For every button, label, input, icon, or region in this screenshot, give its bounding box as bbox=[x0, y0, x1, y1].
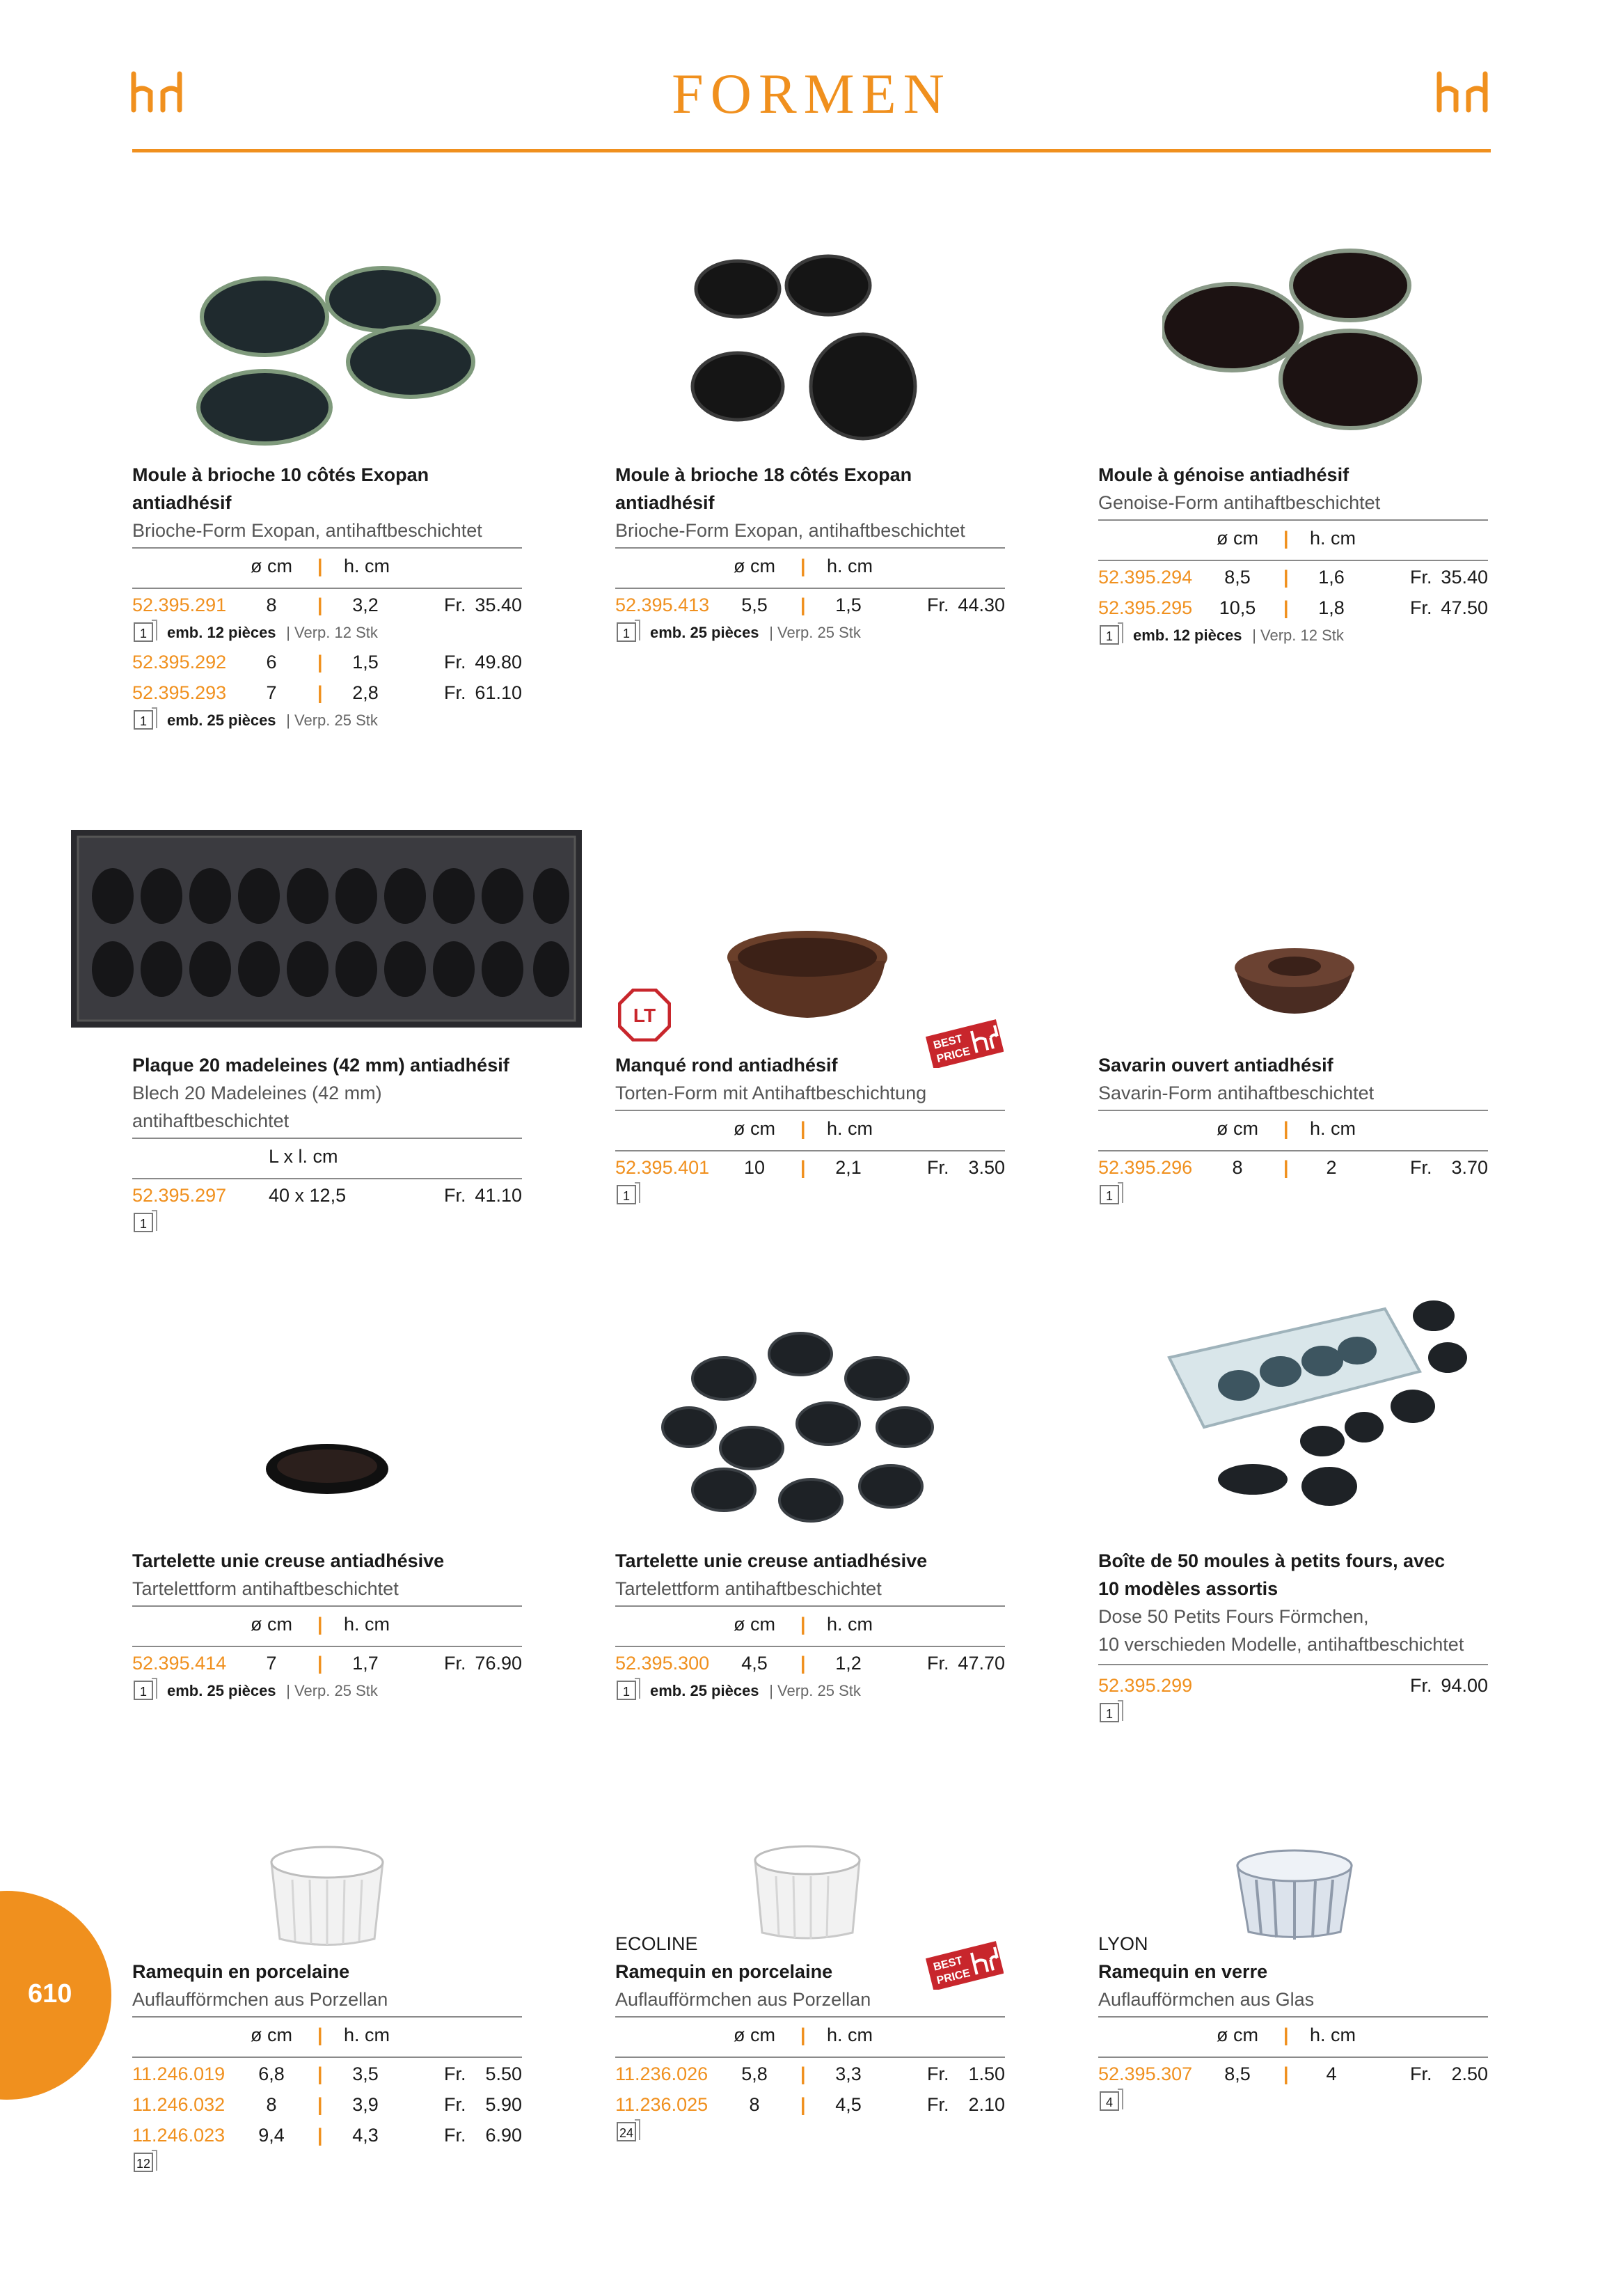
article-number: 52.395.413 bbox=[615, 595, 710, 615]
diameter-header: ø cm bbox=[734, 1118, 775, 1139]
product-subtitle: Auflaufförmchen aus Porzellan bbox=[132, 1989, 388, 2010]
diameter-value: 4,5 bbox=[741, 1653, 768, 1674]
height-value: 1,7 bbox=[352, 1653, 379, 1674]
product-subtitle: Tartelettform antihaftbeschichtet bbox=[132, 1578, 399, 1599]
price-value: 94.00 bbox=[1441, 1675, 1488, 1696]
product-line-name: ECOLINE bbox=[615, 1933, 698, 1954]
height-header: h. cm bbox=[344, 1614, 390, 1635]
column-header bbox=[615, 1605, 1005, 1647]
product-subtitle: Savarin-Form antihaftbeschichtet bbox=[1098, 1083, 1375, 1103]
column-separator: | bbox=[800, 1614, 806, 1635]
price-row bbox=[132, 2122, 522, 2150]
diameter-value: 9,4 bbox=[258, 2125, 285, 2146]
price-row bbox=[615, 1650, 1005, 1678]
price-value: 44.30 bbox=[958, 595, 1005, 615]
price-row bbox=[132, 1182, 522, 1210]
product-block bbox=[1098, 1547, 1488, 1727]
product-block bbox=[132, 1547, 522, 1704]
package-icon: 1 bbox=[617, 1185, 636, 1204]
product-subtitle: Tartelettform antihaftbeschichtet bbox=[615, 1578, 882, 1599]
diameter-header: ø cm bbox=[734, 556, 775, 576]
article-number: 52.395.293 bbox=[132, 682, 227, 703]
svg-text:BEST: BEST bbox=[932, 1954, 964, 1974]
column-separator: | bbox=[800, 556, 806, 576]
currency-label: Fr. bbox=[444, 2063, 466, 2084]
currency-label: Fr. bbox=[1410, 1157, 1432, 1178]
product-name: Boîte de 50 moules à petits fours, avec bbox=[1098, 1550, 1446, 1571]
height-value: 2,8 bbox=[352, 682, 379, 703]
diameter-value: 6,8 bbox=[258, 2063, 285, 2084]
price-value: 35.40 bbox=[475, 595, 522, 615]
svg-text:PRICE: PRICE bbox=[935, 1967, 972, 1988]
currency-label: Fr. bbox=[927, 595, 949, 615]
price-row bbox=[615, 2061, 1005, 2089]
price-row bbox=[1098, 564, 1488, 592]
column-separator: | bbox=[317, 1614, 323, 1635]
packaging-fr: emb. 25 pièces bbox=[167, 1682, 276, 1699]
product-name: Ramequin en verre bbox=[1098, 1961, 1268, 1982]
hd-logo-right bbox=[1435, 71, 1491, 113]
column-header bbox=[132, 547, 522, 589]
product-subtitle: Genoise-Form antihaftbeschichtet bbox=[1098, 492, 1381, 513]
package-icon: 1 bbox=[617, 1681, 636, 1700]
product-subtitle: Dose 50 Petits Fours Förmchen, bbox=[1098, 1606, 1369, 1627]
price-value: 5.50 bbox=[485, 2063, 522, 2084]
height-header: h. cm bbox=[1310, 1118, 1356, 1139]
height-value: 1,8 bbox=[1318, 597, 1345, 618]
product-subtitle: Blech 20 Madeleines (42 mm) bbox=[132, 1083, 382, 1103]
product-name: Moule à génoise antiadhésif bbox=[1098, 464, 1349, 485]
currency-label: Fr. bbox=[927, 1653, 949, 1674]
column-header bbox=[1098, 1110, 1488, 1151]
genoise-image bbox=[1162, 247, 1427, 449]
column-separator: | bbox=[800, 2094, 806, 2115]
product-name: Moule à brioche 10 côtés Exopan antiadhésif bbox=[132, 464, 429, 513]
diameter-value: 7 bbox=[266, 1653, 277, 1674]
price-value: 61.10 bbox=[475, 682, 522, 703]
column-separator: | bbox=[317, 595, 323, 615]
price-value: 3.50 bbox=[968, 1157, 1005, 1178]
package-icon: 1 bbox=[1100, 625, 1119, 645]
package-icon: 1 bbox=[134, 1681, 153, 1700]
product-block bbox=[615, 1547, 1005, 1704]
article-number: 52.395.307 bbox=[1098, 2063, 1193, 2084]
column-separator: | bbox=[1283, 1157, 1289, 1178]
package-icon: 1 bbox=[134, 710, 153, 730]
package-icon: 1 bbox=[1100, 1185, 1119, 1204]
article-number: 52.395.295 bbox=[1098, 597, 1193, 618]
packaging-info bbox=[1098, 622, 1488, 649]
price-row bbox=[615, 2091, 1005, 2119]
product-block bbox=[615, 461, 1005, 646]
packaging-fr: emb. 25 pièces bbox=[650, 1682, 759, 1699]
ramequin-glass-image bbox=[1232, 1845, 1357, 1942]
column-separator: | bbox=[1283, 2024, 1289, 2045]
manque-image bbox=[724, 926, 891, 1023]
diameter-header: ø cm bbox=[251, 2024, 292, 2045]
column-separator: | bbox=[800, 2024, 806, 2045]
product-subtitle: Brioche-Form Exopan, antihaftbeschichtet bbox=[615, 520, 965, 541]
packaging-fr: emb. 25 pièces bbox=[167, 711, 276, 729]
price-row bbox=[132, 2091, 522, 2119]
height-header: h. cm bbox=[827, 1118, 873, 1139]
price-row bbox=[132, 649, 522, 677]
article-number: 52.395.401 bbox=[615, 1157, 710, 1178]
packaging-de: | Verp. 25 Stk bbox=[769, 624, 861, 641]
product-subtitle: Brioche-Form Exopan, antihaftbeschichtet bbox=[132, 520, 482, 541]
column-separator: | bbox=[317, 2094, 323, 2115]
diameter-value: 8 bbox=[266, 2094, 277, 2115]
column-header bbox=[615, 2016, 1005, 2058]
product-line-name: LYON bbox=[1098, 1933, 1148, 1954]
brioche-18-image bbox=[689, 247, 926, 456]
package-icon: 1 bbox=[1100, 1703, 1119, 1722]
brioche-10-image bbox=[181, 251, 501, 453]
ramequin-ecoline-image bbox=[748, 1838, 866, 1942]
packaging-info bbox=[132, 2150, 522, 2176]
price-row bbox=[615, 592, 1005, 620]
currency-label: Fr. bbox=[444, 2094, 466, 2115]
height-value: 3,2 bbox=[352, 595, 379, 615]
package-icon: 4 bbox=[1100, 2091, 1119, 2111]
diameter-header: ø cm bbox=[251, 1614, 292, 1635]
column-separator: | bbox=[317, 2063, 323, 2084]
height-value: 2 bbox=[1326, 1157, 1337, 1178]
column-header bbox=[132, 2016, 522, 2058]
petits-fours-box-image bbox=[1155, 1295, 1468, 1518]
diameter-value: 6 bbox=[266, 652, 277, 673]
packaging-info bbox=[132, 707, 522, 734]
packaging-info bbox=[1098, 1182, 1488, 1209]
product-block bbox=[132, 1958, 522, 2176]
product-block bbox=[615, 1930, 1005, 2146]
currency-label: Fr. bbox=[927, 2063, 949, 2084]
product-block bbox=[615, 1051, 1005, 1209]
product-name: Tartelette unie creuse antiadhésive bbox=[132, 1550, 445, 1571]
packaging-de: | Verp. 25 Stk bbox=[286, 1682, 378, 1699]
product-name: Plaque 20 madeleines (42 mm) antiadhésif bbox=[132, 1055, 509, 1076]
height-header: h. cm bbox=[344, 2024, 390, 2045]
packaging-de: | Verp. 12 Stk bbox=[1252, 627, 1344, 644]
price-value: 35.40 bbox=[1441, 567, 1488, 588]
product-name: Tartelette unie creuse antiadhésive bbox=[615, 1550, 928, 1571]
article-number: 52.395.292 bbox=[132, 652, 227, 673]
product-name: Savarin ouvert antiadhésif bbox=[1098, 1055, 1333, 1076]
diameter-value: 8 bbox=[266, 595, 277, 615]
packaging-info bbox=[615, 2119, 1005, 2146]
price-value: 49.80 bbox=[475, 652, 522, 673]
column-header bbox=[1098, 2016, 1488, 2058]
currency-label: Fr. bbox=[444, 1653, 466, 1674]
column-header bbox=[1098, 519, 1488, 561]
column-separator: | bbox=[800, 595, 806, 615]
diameter-value: 5,5 bbox=[741, 595, 768, 615]
svg-text:LT: LT bbox=[633, 1005, 656, 1026]
tartelette-image bbox=[264, 1441, 390, 1497]
currency-label: Fr. bbox=[927, 1157, 949, 1178]
diameter-value: 7 bbox=[266, 682, 277, 703]
height-value: 4 bbox=[1326, 2063, 1337, 2084]
article-number: 52.395.299 bbox=[1098, 1675, 1193, 1696]
diameter-header: ø cm bbox=[1217, 2024, 1258, 2045]
column-separator: | bbox=[1283, 528, 1289, 549]
height-value: 4,5 bbox=[835, 2094, 862, 2115]
packaging-info bbox=[132, 620, 522, 646]
currency-label: Fr. bbox=[1410, 567, 1432, 588]
page-title: FORMEN bbox=[672, 62, 951, 125]
price-row bbox=[132, 679, 522, 707]
product-name: Moule à brioche 18 côtés Exopan antiadhésif bbox=[615, 464, 912, 513]
price-value: 76.90 bbox=[475, 1653, 522, 1674]
currency-label: Fr. bbox=[927, 2094, 949, 2115]
column-separator: | bbox=[1283, 2063, 1289, 2084]
product-name: Manqué rond antiadhésif bbox=[615, 1055, 838, 1076]
column-header bbox=[615, 547, 1005, 589]
article-number: 52.395.294 bbox=[1098, 567, 1193, 588]
column-separator: | bbox=[317, 556, 323, 576]
price-row bbox=[132, 2061, 522, 2089]
currency-label: Fr. bbox=[1410, 2063, 1432, 2084]
article-number: 11.246.032 bbox=[132, 2094, 225, 2115]
diameter-header: ø cm bbox=[251, 556, 292, 576]
height-value: 1,5 bbox=[352, 652, 379, 673]
article-number: 11.246.023 bbox=[132, 2125, 225, 2146]
price-value: 1.50 bbox=[968, 2063, 1005, 2084]
product-block bbox=[132, 461, 522, 734]
product-subtitle: Torten-Form mit Antihaftbeschichtung bbox=[615, 1083, 927, 1103]
size-header: L x l. cm bbox=[269, 1146, 338, 1167]
column-header bbox=[132, 1138, 522, 1179]
madeleine-tray-image bbox=[71, 830, 582, 1028]
size-value: 40 x 12,5 bbox=[269, 1185, 347, 1206]
price-value: 6.90 bbox=[485, 2125, 522, 2146]
diameter-header: ø cm bbox=[734, 1614, 775, 1635]
article-number: 11.246.019 bbox=[132, 2063, 225, 2084]
article-number: 52.395.296 bbox=[1098, 1157, 1193, 1178]
svg-text:PRICE: PRICE bbox=[935, 1045, 972, 1066]
packaging-fr: emb. 12 pièces bbox=[167, 624, 276, 641]
article-number: 52.395.291 bbox=[132, 595, 227, 615]
column-separator: | bbox=[317, 2024, 323, 2045]
product-subtitle-continued: antihaftbeschichtet bbox=[132, 1110, 290, 1131]
height-value: 3,9 bbox=[352, 2094, 379, 2115]
column-separator: | bbox=[800, 1653, 806, 1674]
height-value: 2,1 bbox=[835, 1157, 862, 1178]
column-header bbox=[132, 1605, 522, 1647]
product-name-continued: 10 modèles assortis bbox=[1098, 1578, 1278, 1599]
height-value: 1,5 bbox=[835, 595, 862, 615]
column-separator: | bbox=[317, 682, 323, 703]
packaging-info bbox=[1098, 1700, 1488, 1727]
column-separator: | bbox=[1283, 567, 1289, 588]
product-block bbox=[1098, 1930, 1488, 2115]
column-separator: | bbox=[800, 1118, 806, 1139]
column-header-rule bbox=[1098, 1664, 1488, 1669]
product-subtitle: Auflaufförmchen aus Glas bbox=[1098, 1989, 1315, 2010]
package-icon: 1 bbox=[134, 622, 153, 642]
diameter-value: 8,5 bbox=[1224, 567, 1251, 588]
product-block bbox=[132, 1051, 522, 1236]
column-separator: | bbox=[317, 1653, 323, 1674]
currency-label: Fr. bbox=[444, 595, 466, 615]
column-header bbox=[615, 1110, 1005, 1151]
price-row bbox=[1098, 1672, 1488, 1700]
price-row bbox=[132, 1650, 522, 1678]
diameter-value: 8 bbox=[749, 2094, 760, 2115]
diameter-header: ø cm bbox=[1217, 528, 1258, 549]
price-value: 41.10 bbox=[475, 1185, 522, 1206]
height-value: 4,3 bbox=[352, 2125, 379, 2146]
column-separator: | bbox=[800, 1157, 806, 1178]
height-header: h. cm bbox=[1310, 528, 1356, 549]
currency-label: Fr. bbox=[444, 1185, 466, 1206]
currency-label: Fr. bbox=[444, 652, 466, 673]
lt-badge-icon bbox=[618, 989, 671, 1041]
height-header: h. cm bbox=[827, 1614, 873, 1635]
column-separator: | bbox=[317, 652, 323, 673]
height-header: h. cm bbox=[827, 556, 873, 576]
svg-text:BEST: BEST bbox=[932, 1032, 964, 1052]
price-row bbox=[615, 1154, 1005, 1182]
article-number: 52.395.297 bbox=[132, 1185, 227, 1206]
currency-label: Fr. bbox=[444, 2125, 466, 2146]
price-value: 47.50 bbox=[1441, 597, 1488, 618]
packaging-de: | Verp. 25 Stk bbox=[286, 711, 378, 729]
article-number: 52.395.414 bbox=[132, 1653, 227, 1674]
height-value: 3,5 bbox=[352, 2063, 379, 2084]
height-value: 3,3 bbox=[835, 2063, 862, 2084]
price-value: 2.10 bbox=[968, 2094, 1005, 2115]
price-value: 2.50 bbox=[1451, 2063, 1488, 2084]
price-value: 5.90 bbox=[485, 2094, 522, 2115]
product-subtitle-continued: 10 verschieden Modelle, antihaftbeschichtet bbox=[1098, 1634, 1464, 1655]
packaging-de: | Verp. 25 Stk bbox=[769, 1682, 861, 1699]
packaging-fr: emb. 25 pièces bbox=[650, 624, 759, 641]
currency-label: Fr. bbox=[1410, 1675, 1432, 1696]
column-separator: | bbox=[317, 2125, 323, 2146]
price-value: 3.70 bbox=[1451, 1157, 1488, 1178]
packaging-info bbox=[615, 1182, 1005, 1209]
packaging-fr: emb. 12 pièces bbox=[1133, 627, 1242, 644]
height-header: h. cm bbox=[344, 556, 390, 576]
diameter-value: 10 bbox=[743, 1157, 766, 1178]
ramequin-porcelain-image bbox=[264, 1838, 390, 1949]
column-separator: | bbox=[1283, 1118, 1289, 1139]
price-row bbox=[1098, 595, 1488, 622]
height-value: 1,2 bbox=[835, 1653, 862, 1674]
packaging-info bbox=[615, 1678, 1005, 1704]
diameter-value: 8 bbox=[1232, 1157, 1243, 1178]
diameter-value: 10,5 bbox=[1219, 597, 1256, 618]
diameter-header: ø cm bbox=[734, 2024, 775, 2045]
product-block bbox=[1098, 461, 1488, 649]
column-separator: | bbox=[1283, 597, 1289, 618]
height-header: h. cm bbox=[1310, 2024, 1356, 2045]
header-rule bbox=[132, 149, 1491, 152]
product-name: Ramequin en porcelaine bbox=[615, 1961, 833, 1982]
product-name: Ramequin en porcelaine bbox=[132, 1961, 350, 1982]
article-number: 11.236.026 bbox=[615, 2063, 708, 2084]
package-icon: 12 bbox=[134, 2153, 153, 2172]
column-separator: | bbox=[800, 2063, 806, 2084]
page-number: 610 bbox=[28, 1979, 72, 2008]
price-row bbox=[132, 592, 522, 620]
currency-label: Fr. bbox=[444, 682, 466, 703]
product-subtitle: Auflaufförmchen aus Porzellan bbox=[615, 1989, 871, 2010]
tartelette-set-image bbox=[661, 1323, 940, 1525]
product-block bbox=[1098, 1051, 1488, 1209]
price-row bbox=[1098, 2061, 1488, 2089]
height-header: h. cm bbox=[827, 2024, 873, 2045]
article-number: 52.395.300 bbox=[615, 1653, 710, 1674]
price-row bbox=[1098, 1154, 1488, 1182]
package-icon: 1 bbox=[617, 622, 636, 642]
savarin-image bbox=[1232, 940, 1357, 1016]
packaging-info bbox=[615, 620, 1005, 646]
diameter-value: 5,8 bbox=[741, 2063, 768, 2084]
packaging-de: | Verp. 12 Stk bbox=[286, 624, 378, 641]
packaging-info bbox=[132, 1210, 522, 1236]
packaging-info bbox=[132, 1678, 522, 1704]
price-value: 47.70 bbox=[958, 1653, 1005, 1674]
height-value: 1,6 bbox=[1318, 567, 1345, 588]
diameter-value: 8,5 bbox=[1224, 2063, 1251, 2084]
diameter-header: ø cm bbox=[1217, 1118, 1258, 1139]
currency-label: Fr. bbox=[1410, 597, 1432, 618]
article-number: 11.236.025 bbox=[615, 2094, 708, 2115]
packaging-info bbox=[1098, 2089, 1488, 2115]
package-icon: 24 bbox=[617, 2122, 636, 2141]
package-icon: 1 bbox=[134, 1213, 153, 1232]
